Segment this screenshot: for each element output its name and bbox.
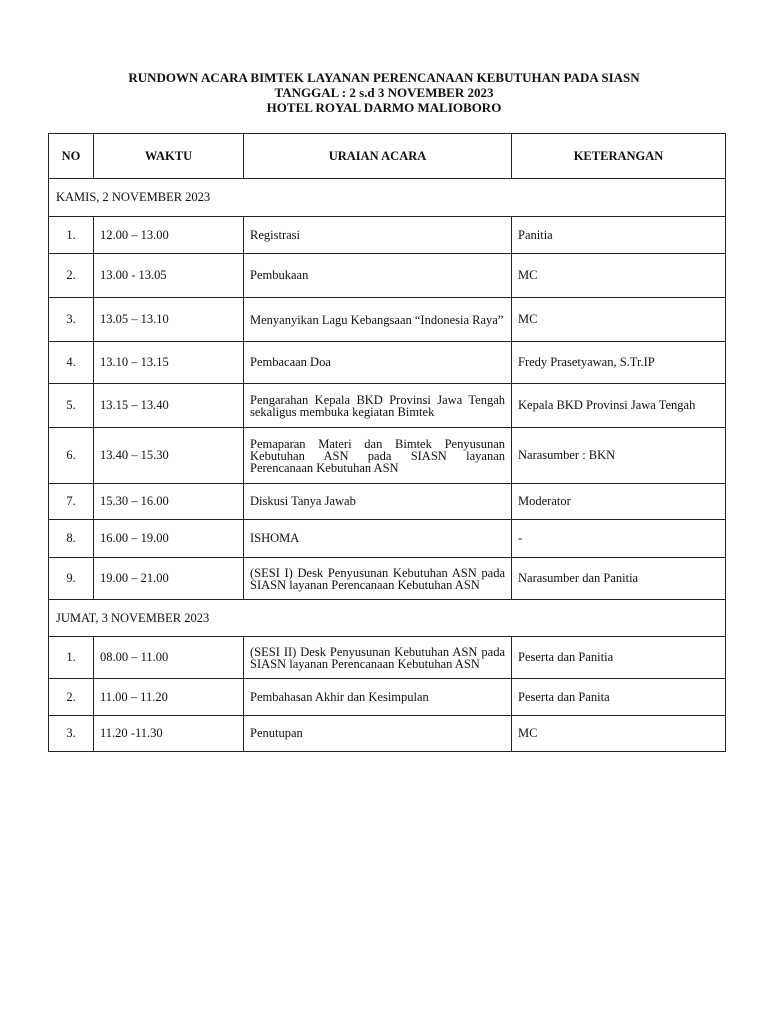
cell-waktu: 13.15 – 13.40: [94, 384, 244, 428]
cell-uraian: Registrasi: [244, 217, 512, 254]
cell-keterangan: Peserta dan Panita: [512, 679, 726, 716]
cell-waktu: 13.10 – 13.15: [94, 342, 244, 384]
header-keterangan: KETERANGAN: [512, 134, 726, 179]
cell-uraian: (SESI II) Desk Penyusunan Kebutuhan ASN pada SIASN layanan Perencanaan Kebutuhan ASN: [244, 637, 512, 679]
cell-keterangan: Moderator: [512, 484, 726, 520]
rundown-table: [48, 133, 726, 752]
table-row: [49, 217, 726, 254]
cell-waktu: 11.00 – 11.20: [94, 679, 244, 716]
cell-keterangan: Peserta dan Panitia: [512, 637, 726, 679]
cell-no: 5.: [49, 384, 94, 428]
heading-title: RUNDOWN ACARA BIMTEK LAYANAN PERENCANAAN KEBUTUHAN PADA SIASN: [128, 70, 640, 85]
table-row: [49, 484, 726, 520]
table-row: [49, 428, 726, 484]
cell-no: 1.: [49, 637, 94, 679]
cell-waktu: 16.00 – 19.00: [94, 520, 244, 558]
cell-waktu: 11.20 -11.30: [94, 716, 244, 752]
table-row: [49, 342, 726, 384]
cell-no: 6.: [49, 428, 94, 484]
cell-uraian: Penutupan: [244, 716, 512, 752]
cell-waktu: 13.05 – 13.10: [94, 298, 244, 342]
day-row: [49, 600, 726, 637]
cell-no: 3.: [49, 298, 94, 342]
day-row: [49, 179, 726, 217]
cell-keterangan: Kepala BKD Provinsi Jawa Tengah: [512, 384, 726, 428]
table-row: [49, 558, 726, 600]
cell-waktu: 13.40 – 15.30: [94, 428, 244, 484]
table-row: [49, 520, 726, 558]
cell-keterangan: Narasumber : BKN: [512, 428, 726, 484]
cell-keterangan: MC: [512, 716, 726, 752]
table-row: [49, 384, 726, 428]
cell-uraian: (SESI I) Desk Penyusunan Kebutuhan ASN pada SIASN layanan Perencanaan Kebutuhan ASN: [244, 558, 512, 600]
header-uraian: URAIAN ACARA: [244, 134, 512, 179]
table-row: [49, 679, 726, 716]
cell-waktu: 15.30 – 16.00: [94, 484, 244, 520]
cell-keterangan: MC: [512, 254, 726, 298]
cell-waktu: 13.00 - 13.05: [94, 254, 244, 298]
cell-uraian: Pembukaan: [244, 254, 512, 298]
day-label: KAMIS, 2 NOVEMBER 2023: [49, 179, 726, 217]
header-waktu: WAKTU: [94, 134, 244, 179]
table-row: [49, 716, 726, 752]
cell-keterangan: Fredy Prasetyawan, S.Tr.IP: [512, 342, 726, 384]
cell-no: 9.: [49, 558, 94, 600]
cell-keterangan: Panitia: [512, 217, 726, 254]
cell-no: 2.: [49, 254, 94, 298]
table-row: [49, 298, 726, 342]
cell-keterangan: Narasumber dan Panitia: [512, 558, 726, 600]
header-no: NO: [49, 134, 94, 179]
cell-no: 4.: [49, 342, 94, 384]
cell-uraian: Pemaparan Materi dan Bimtek Penyusunan Kebutuhan ASN pada SIASN layanan Perencanaan Kebutuhan ASN: [244, 428, 512, 484]
table-row: [49, 637, 726, 679]
document-heading: [0, 70, 768, 115]
cell-no: 2.: [49, 679, 94, 716]
table-row: [49, 254, 726, 298]
cell-no: 3.: [49, 716, 94, 752]
table-header-row: [49, 134, 726, 179]
cell-waktu: 19.00 – 21.00: [94, 558, 244, 600]
cell-uraian: Pembahasan Akhir dan Kesimpulan: [244, 679, 512, 716]
heading-venue: HOTEL ROYAL DARMO MALIOBORO: [266, 100, 502, 115]
cell-uraian: Diskusi Tanya Jawab: [244, 484, 512, 520]
day-label: JUMAT, 3 NOVEMBER 2023: [49, 600, 726, 637]
cell-uraian: Menyanyikan Lagu Kebangsaan “Indonesia Raya”: [244, 298, 512, 342]
cell-uraian: Pengarahan Kepala BKD Provinsi Jawa Tengah sekaligus membuka kegiatan Bimtek: [244, 384, 512, 428]
cell-uraian: ISHOMA: [244, 520, 512, 558]
cell-keterangan: MC: [512, 298, 726, 342]
cell-no: 7.: [49, 484, 94, 520]
cell-uraian: Pembacaan Doa: [244, 342, 512, 384]
heading-date: TANGGAL : 2 s.d 3 NOVEMBER 2023: [274, 85, 494, 100]
cell-keterangan: -: [512, 520, 726, 558]
cell-waktu: 12.00 – 13.00: [94, 217, 244, 254]
cell-waktu: 08.00 – 11.00: [94, 637, 244, 679]
cell-no: 1.: [49, 217, 94, 254]
cell-no: 8.: [49, 520, 94, 558]
